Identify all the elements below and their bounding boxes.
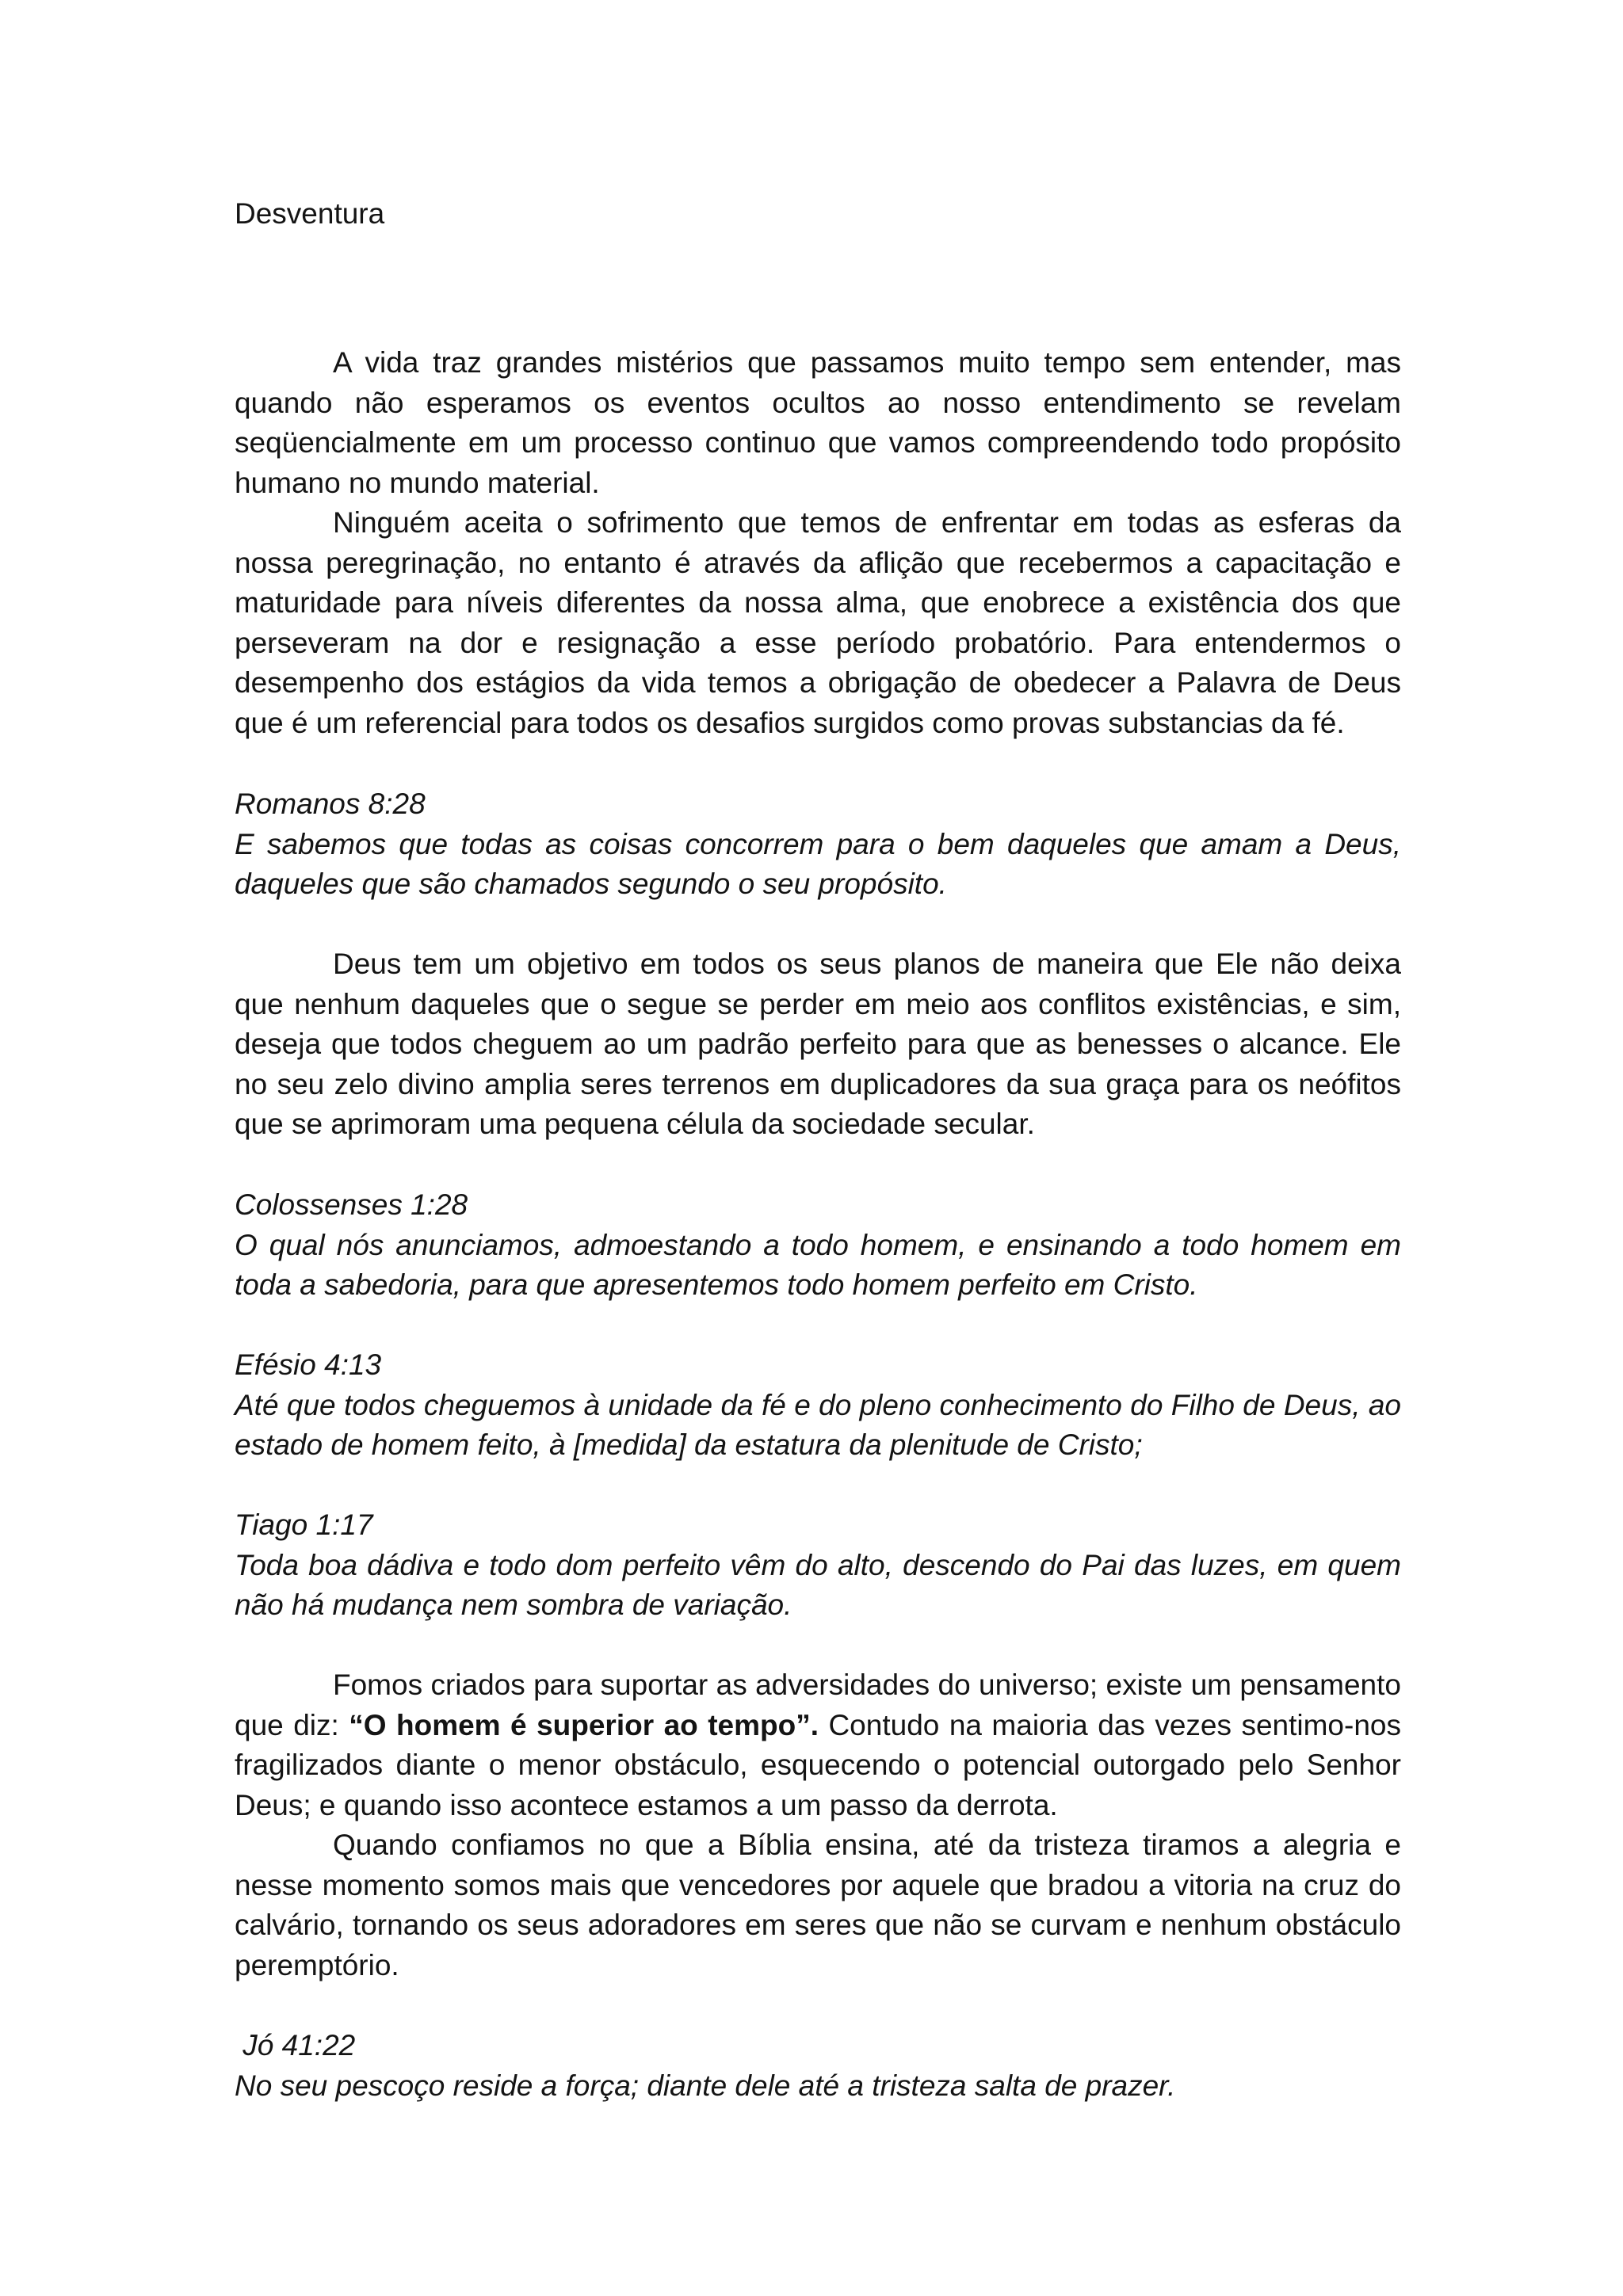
- paragraph-text: Fomos criados para suportar as adversidades do universo; existe um pensamento que diz:: [235, 1669, 1401, 1741]
- quote-block: [235, 1505, 1401, 1626]
- paragraph: Deus tem um objetivo em todos os seus planos de maneira que Ele não deixa que nenhum daqueles que o segue se perder em meio aos conflitos existências, e sim, deseja que todos cheguem ao um padrão perfeito para que as benesses o alcance. Ele no seu zelo divino amplia seres terrenos em duplicadores da sua graça para os neófitos que se aprimoram uma pequena célula da sociedade secular.: [235, 948, 1401, 1140]
- verse-reference: Efésio 4:13: [235, 1348, 382, 1381]
- verse-text: Até que todos cheguemos à unidade da fé e do pleno conhecimento do Filho de Deus, ao estado de homem feito, à [medida] da estatura da plenitude de Cristo;: [235, 1388, 1401, 1461]
- quote-block: [235, 2026, 1401, 2106]
- section-body: [235, 944, 1401, 1145]
- verse-reference: Colossenses 1:28: [235, 1188, 468, 1221]
- section-closing: [235, 1665, 1401, 1985]
- section-intro: [235, 343, 1401, 743]
- paragraph: Ninguém aceita o sofrimento que temos de enfrentar em todas as esferas da nossa peregrinação, no entanto é através da aflição que recebermos a capacitação e maturidade para níveis diferentes da nossa alma, que enobrece a existência dos que perseveram na dor e resignação a esse período probatório. Para entendermos o desempenho dos estágios da vida temos a obrigação de obedecer a Palavra de Deus que é um referencial para todos os desafios surgidos como provas substancias da fé.: [235, 506, 1401, 739]
- document-title: Desventura: [235, 197, 385, 230]
- verse-text: O qual nós anunciamos, admoestando a todo homem, e ensinando a todo homem em toda a sabedoria, para que apresentemos todo homem perfeito em Cristo.: [235, 1228, 1401, 1301]
- verse-text: Toda boa dádiva e todo dom perfeito vêm do alto, descendo do Pai das luzes, em quem não há mudança nem sombra de variação.: [235, 1548, 1401, 1621]
- verse-text: E sabemos que todas as coisas concorrem para o bem daqueles que amam a Deus, daqueles que são chamados segundo o seu propósito.: [235, 827, 1401, 900]
- verse-reference: Tiago 1:17: [235, 1508, 373, 1541]
- quote-block: [235, 784, 1401, 905]
- quote-block: [235, 1185, 1401, 1306]
- paragraph: A vida traz grandes mistérios que passamos muito tempo sem entender, mas quando não esperamos os eventos ocultos ao nosso entendimento se revelam seqüencialmente em um processo continuo que vamos compreendendo todo propósito humano no mundo material.: [235, 346, 1401, 499]
- verse-reference: Jó 41:22: [235, 2029, 356, 2061]
- verse-text: No seu pescoço reside a força; diante dele até a tristeza salta de prazer.: [235, 2069, 1176, 2102]
- quote-block: [235, 1345, 1401, 1466]
- paragraph-text: Contudo na maioria das vezes sentimo-nos fragilizados diante o menor obstáculo, esquecendo o potencial outorgado pelo Senhor Deus; e quando isso acontece estamos a um passo da derrota.: [235, 1708, 1401, 1821]
- bold-quote: “O homem é superior ao tempo”.: [349, 1708, 819, 1741]
- paragraph: Quando confiamos no que a Bíblia ensina, até da tristeza tiramos a alegria e nesse momento somos mais que vencedores por aquele que bradou a vitoria na cruz do calvário, tornando os seus adoradores em seres que não se curvam e nenhum obstáculo peremptório.: [235, 1829, 1401, 1981]
- verse-reference: Romanos 8:28: [235, 788, 426, 820]
- paragraph: [235, 1665, 1401, 1825]
